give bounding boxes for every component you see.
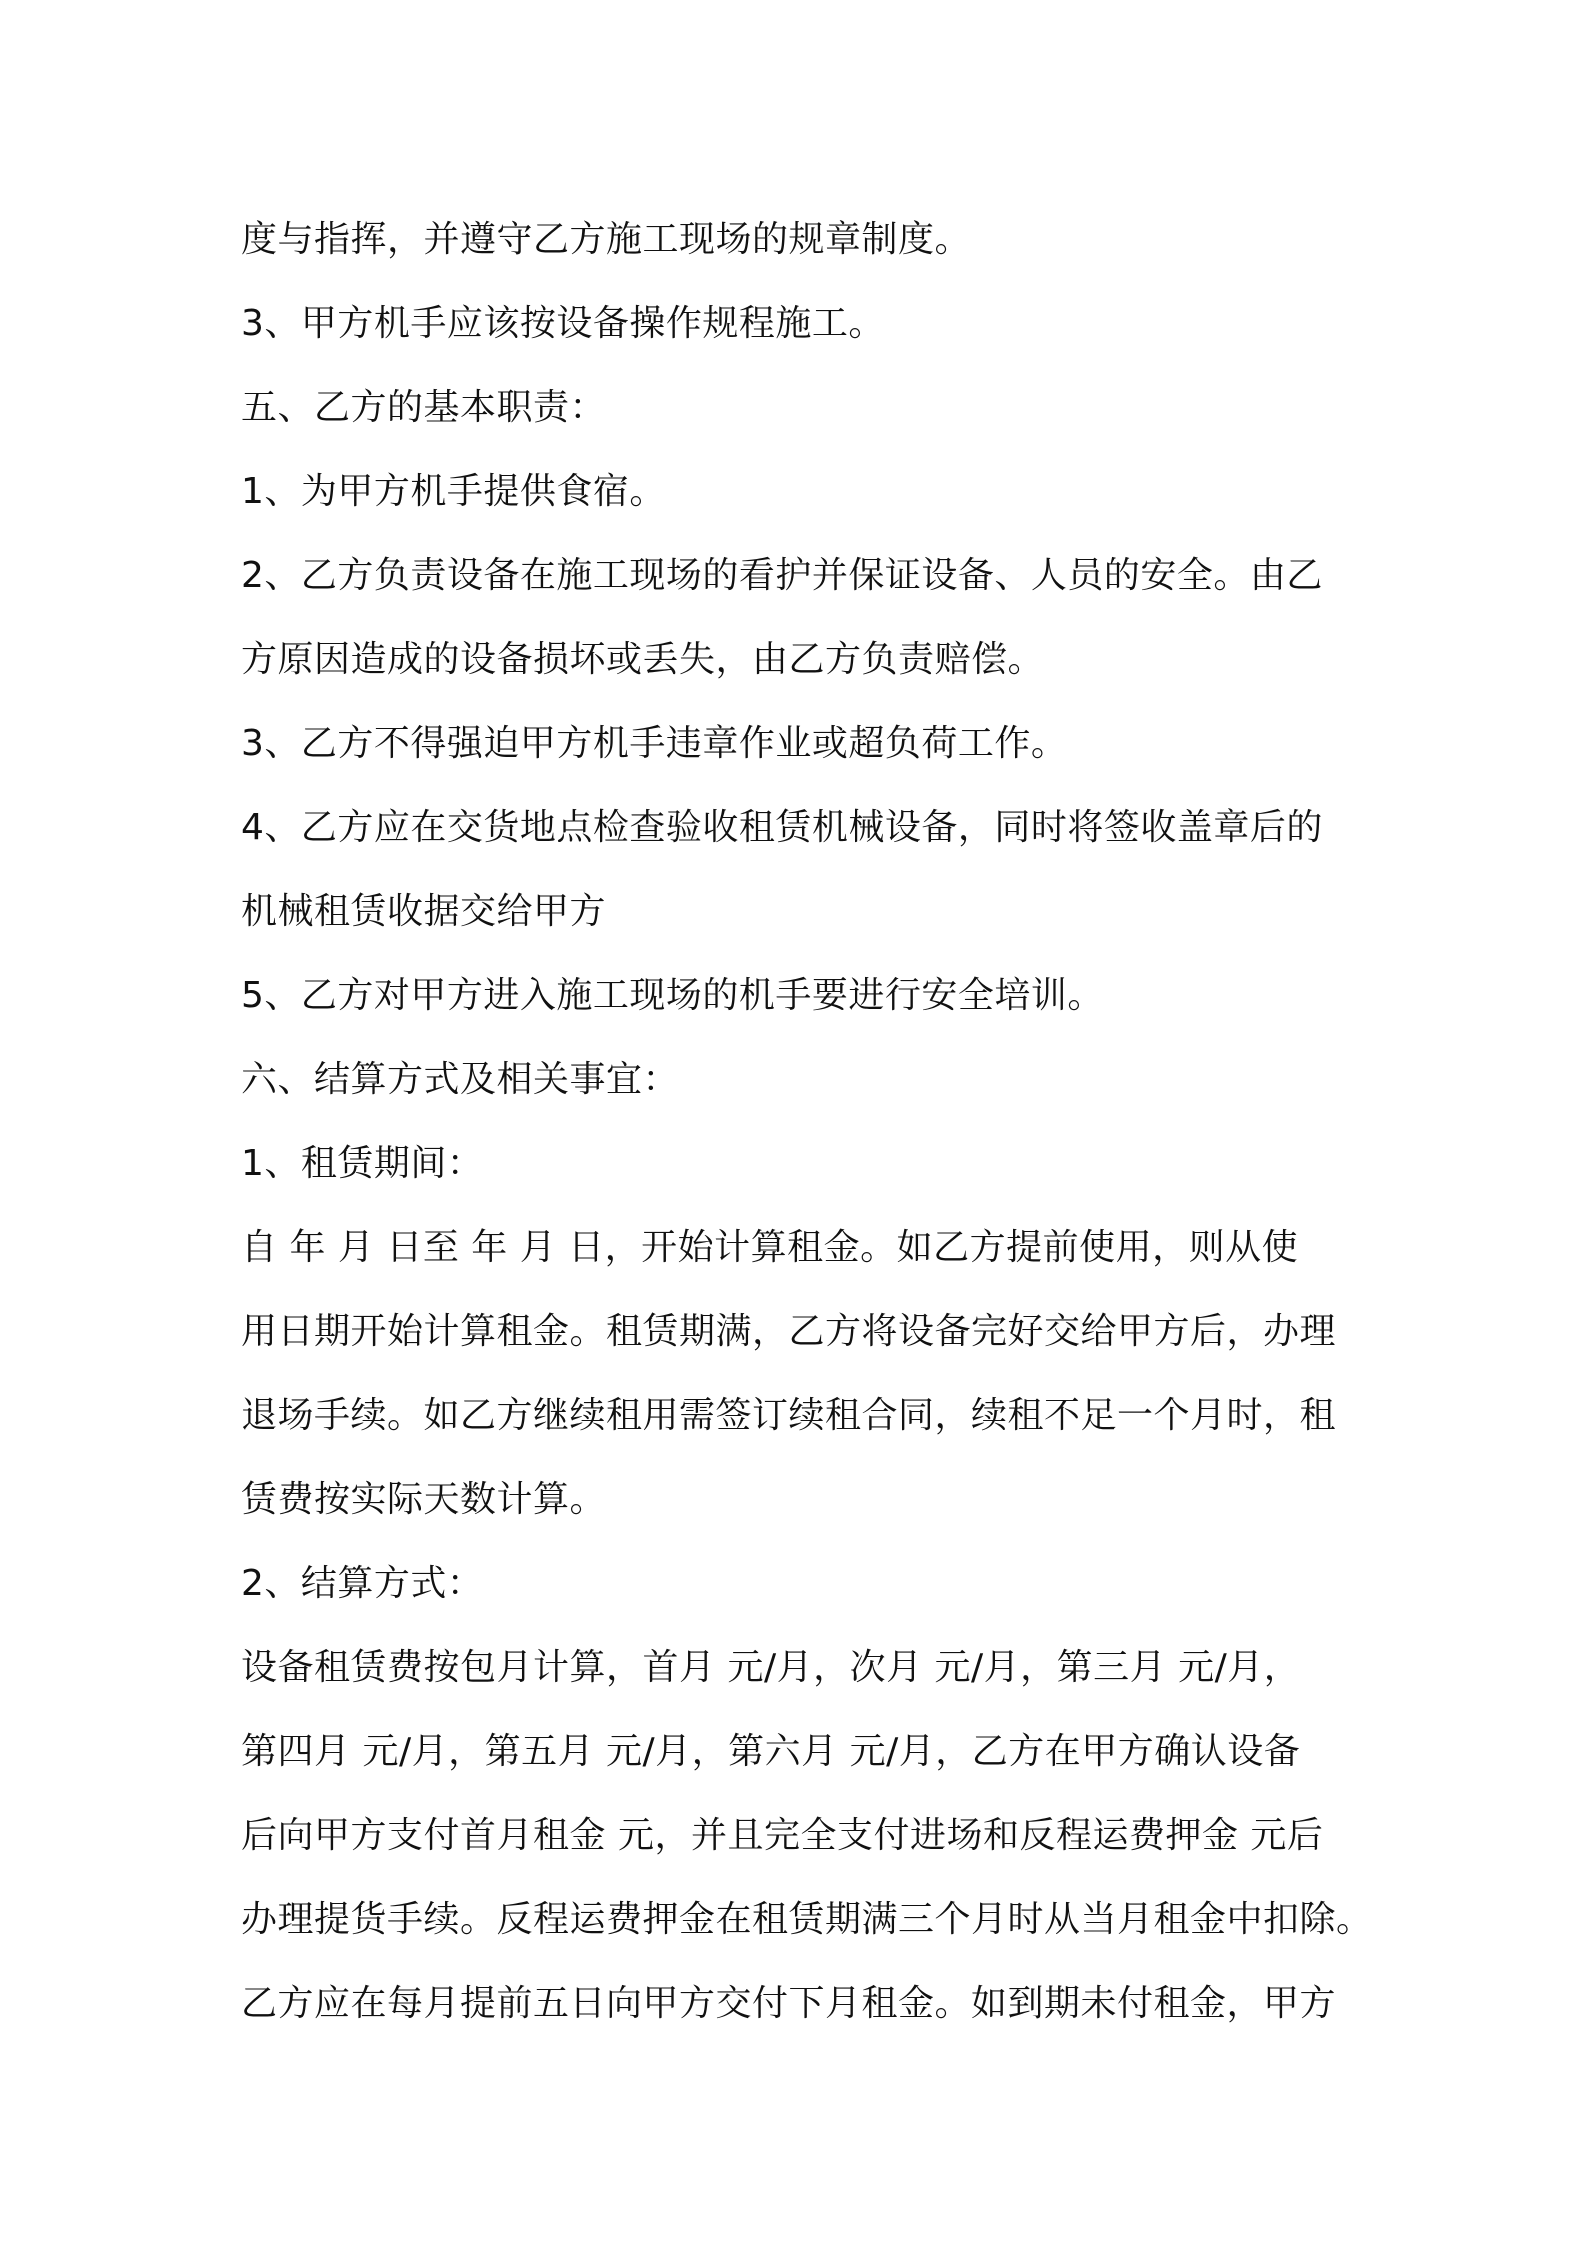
text-line-9: 机械租赁收据交给甲方 [241,891,607,932]
text-line-10: 5、乙方对甲方进入施工现场的机手要进行安全培训。 [241,975,1104,1016]
text-line-5: 2、乙方负责设备在施工现场的看护并保证设备、人员的安全。由乙 [241,555,1323,596]
text-line-4: 1、为甲方机手提供食宿。 [241,471,666,512]
text-line-6: 方原因造成的设备损坏或丢失，由乙方负责赔偿。 [241,639,1045,680]
text-line-18: 设备租赁费按包月计算，首月 元/月，次月 元/月，第三月 元/月， [241,1647,1301,1688]
text-line-1: 度与指挥，并遵守乙方施工现场的规章制度。 [241,219,972,260]
text-line-19: 第四月 元/月，第五月 元/月，第六月 元/月，乙方在甲方确认设备 [241,1731,1301,1772]
section-heading-6: 六、结算方式及相关事宜： [241,1059,680,1100]
text-line-16: 赁费按实际天数计算。 [241,1479,607,1520]
text-line-17: 2、结算方式： [241,1563,484,1604]
text-line-12: 1、租赁期间： [241,1143,484,1184]
text-line-22: 乙方应在每月提前五日向甲方交付下月租金。如到期未付租金，甲方 [241,1983,1337,2024]
text-line-14: 用日期开始计算租金。租赁期满，乙方将设备完好交给甲方后，办理 [241,1311,1337,1352]
text-line-2: 3、甲方机手应该按设备操作规程施工。 [241,303,885,344]
document-body [241,198,1381,2046]
text-line-7: 3、乙方不得强迫甲方机手违章作业或超负荷工作。 [241,723,1068,764]
text-line-20: 后向甲方支付首月租金 元，并且完全支付进场和反程运费押金 元后 [241,1815,1324,1856]
text-line-15: 退场手续。如乙方继续租用需签订续租合同，续租不足一个月时，租 [241,1395,1337,1436]
text-line-8: 4、乙方应在交货地点检查验收租赁机械设备，同时将签收盖章后的 [241,807,1323,848]
section-heading-5: 五、乙方的基本职责： [241,387,607,428]
text-line-13: 自 年 月 日至 年 月 日，开始计算租金。如乙方提前使用，则从使 [241,1227,1299,1268]
text-line-21: 办理提货手续。反程运费押金在租赁期满三个月时从当月租金中扣除。 [241,1899,1373,1940]
